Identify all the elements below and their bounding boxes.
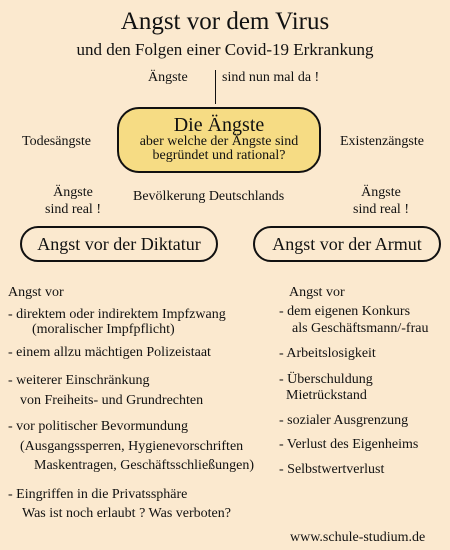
population-label: Bevölkerung Deutschlands bbox=[133, 189, 285, 204]
real-right-line2: sind real ! bbox=[353, 202, 409, 217]
right-item-6-line1: - Selbstwertverlust bbox=[279, 462, 385, 477]
pill-diktatur: Angst vor der Diktatur bbox=[20, 226, 218, 262]
divider-line bbox=[215, 70, 216, 104]
left-item-3-line2: von Freiheits- und Grundrechten bbox=[20, 393, 204, 408]
left-item-4-line1: - vor politischer Bevormundung bbox=[8, 419, 189, 434]
real-left-line1: Ängste bbox=[53, 185, 93, 200]
center-box bbox=[117, 107, 321, 173]
left-item-2-line1: - einem allzu mächtigen Polizeistaat bbox=[8, 345, 211, 360]
right-item-2-line1: - Arbeitslosigkeit bbox=[279, 346, 376, 361]
top-right-label: sind nun mal da ! bbox=[222, 70, 320, 85]
real-right bbox=[346, 184, 416, 218]
right-item-4-line1: - sozialer Ausgrenzung bbox=[279, 413, 409, 428]
footer-url: www.schule-studium.de bbox=[290, 530, 426, 545]
left-item-5-line2: Was ist noch erlaubt ? Was verboten? bbox=[22, 506, 231, 521]
page-subtitle: und den Folgen einer Covid-19 Erkrankung bbox=[76, 40, 374, 59]
left-item-3-line1: - weiterer Einschränkung bbox=[8, 373, 150, 388]
right-item-5-line1: - Verlust des Eigenheims bbox=[279, 437, 419, 452]
right-item-3-line1: - Überschuldung bbox=[279, 372, 373, 387]
real-left-line2: sind real ! bbox=[45, 202, 101, 217]
left-item-1-line1: - direktem oder indirektem Impfzwang bbox=[8, 307, 226, 322]
center-box-title: Die Ängste bbox=[173, 114, 265, 136]
left-item-4-line3: Maskentragen, Geschäftsschließungen) bbox=[34, 458, 255, 473]
page-title: Angst vor dem Virus bbox=[120, 8, 330, 35]
right-item-3-line2: Mietrückstand bbox=[286, 388, 367, 403]
right-item-1-line1: - dem eigenen Konkurs bbox=[279, 304, 411, 319]
center-box-line2: begründet und rational? bbox=[152, 148, 286, 163]
real-right-line1: Ängste bbox=[361, 185, 401, 200]
todesaengste-label: Todesängste bbox=[22, 134, 92, 149]
right-item-1-line2: als Geschäftsmann/-frau bbox=[292, 321, 429, 336]
top-left-label: Ängste bbox=[148, 70, 188, 85]
right-list-header: Angst vor bbox=[289, 285, 345, 300]
left-item-5-line1: - Eingriffen in die Privatssphäre bbox=[8, 487, 188, 502]
real-left bbox=[38, 184, 108, 218]
left-item-1-line2: (moralischer Impfpflicht) bbox=[32, 322, 175, 337]
existenzaengste-label: Existenzängste bbox=[340, 134, 424, 149]
left-item-4-line2: (Ausgangssperren, Hygienevorschriften bbox=[20, 439, 244, 454]
center-box-line1: aber welche der Ängste sind bbox=[139, 134, 299, 149]
left-list-header: Angst vor bbox=[8, 285, 64, 300]
pill-armut: Angst vor der Armut bbox=[253, 226, 441, 262]
